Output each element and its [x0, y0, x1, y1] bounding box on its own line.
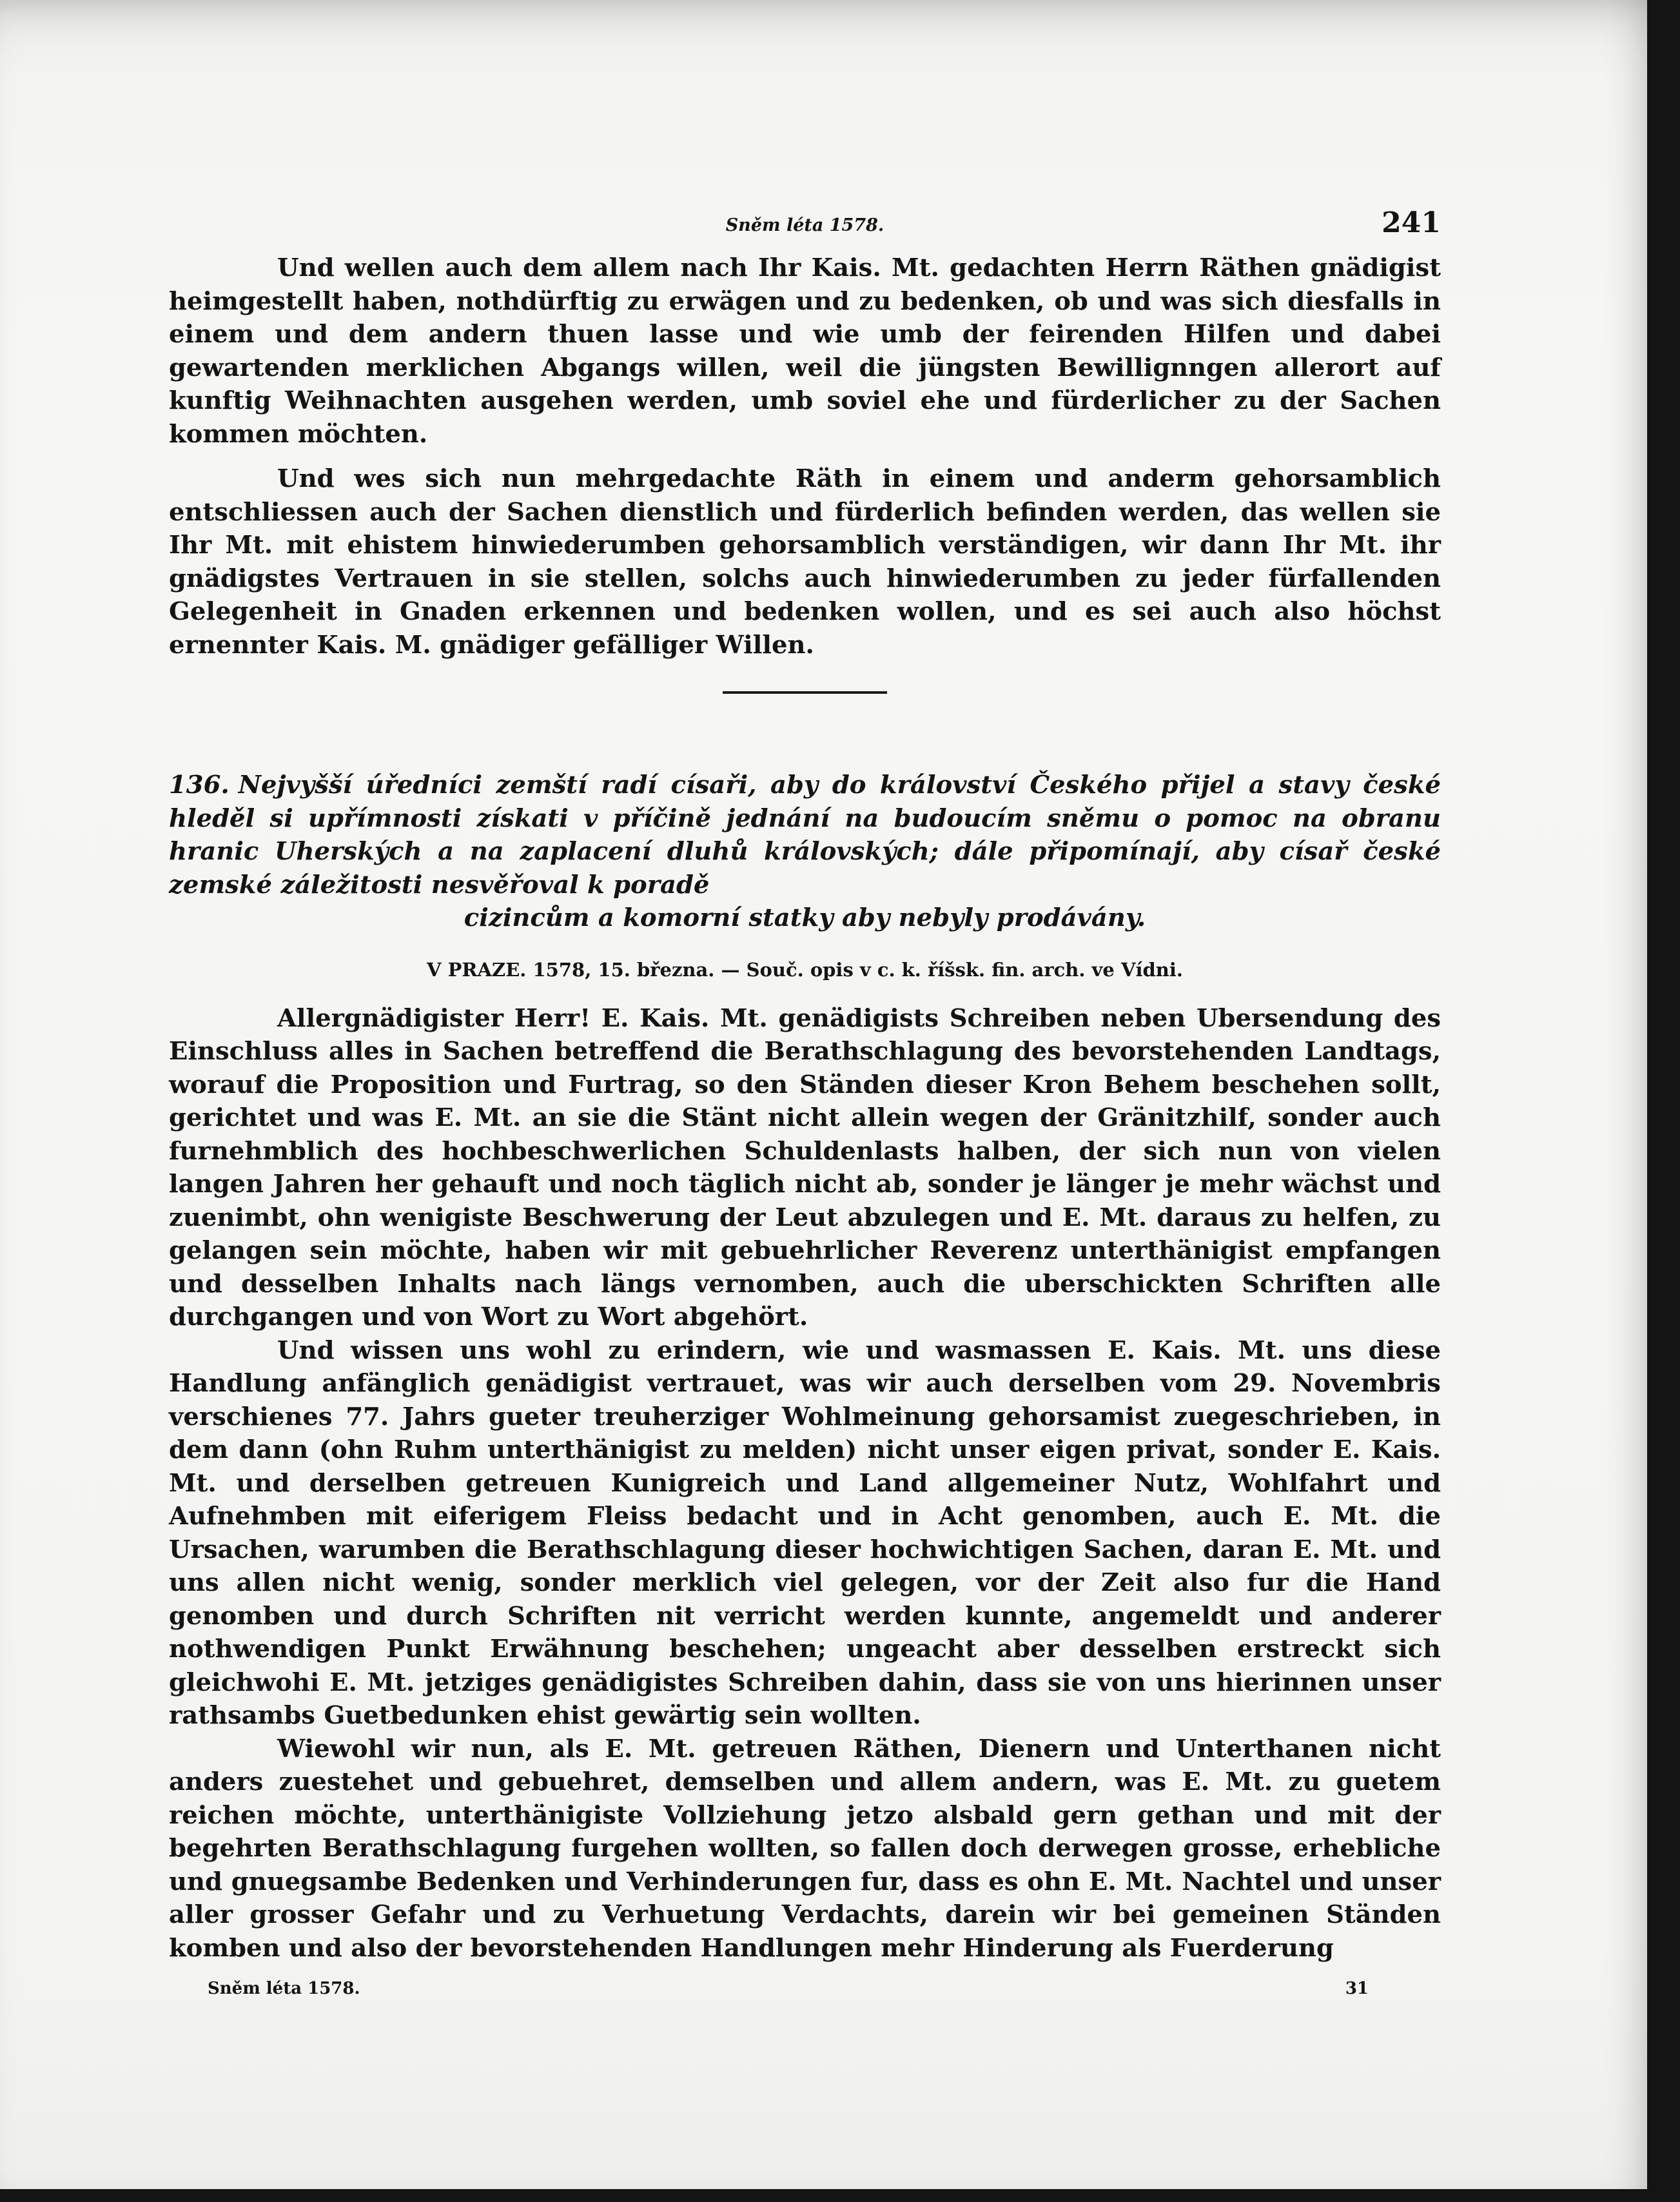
footer-signature: Sněm léta 1578. [208, 1979, 360, 1998]
page-footer [169, 1979, 1441, 2005]
running-title: Sněm léta 1578. [725, 215, 884, 235]
scan-edge-bottom [0, 2189, 1680, 2202]
running-head [169, 206, 1441, 251]
document-body [169, 1002, 1441, 1965]
scan-edge-right [1647, 0, 1680, 2202]
page-content [169, 206, 1441, 2005]
intro-paragraph-1: Und wellen auch dem allem nach Ihr Kais. Mt. gedachten Herrn Räthen gnädigist heimgestellt haben, nothdürftig zu erwägen und zu bedenken, ob und was sich diesfalls in einem und dem andern thuen lasse und wie umb der feirenden Hilfen und dabei gewartenden merklichen Abgangs willen, weil die jüngsten Bewillignngen allerort auf kunftig Weihnachten ausgehen werden, umb soviel ehe und fürderlicher zu der Sachen kommen möchten. [169, 253, 1441, 449]
section-divider [723, 691, 887, 694]
intro-paragraph-2: Und wes sich nun mehrgedachte Räth in einem und anderm gehorsamblich entschliessen auch der Sachen dienstlich und fürderlich befinden werden, das wellen sie Ihr Mt. mit ehistem hinwiederumben gehorsamblich verständigen, wir dann Ihr Mt. ihr gnädigstes Vertrauen in sie stellen, solchs auch hinwiederumben zu jeder fürfallenden Gelegenheit in Gnaden erkennen und bedenken wollen, und es sei auch also höchst ernennter Kais. M. gnädiger gefälliger Willen. [169, 464, 1441, 660]
document-heading [169, 769, 1441, 935]
page-number: 241 [1382, 206, 1441, 239]
body-paragraph-3: Wiewohl wir nun, als E. Mt. getreuen Räthen, Dienern und Unterthanen nicht anders zuestehet und gebuehret, demselben und allem andern, was E. Mt. zu guetem reichen möchte, unterthänigiste Vollziehung jetzo alsbald gern gethan und mit der begehrten Berathschlagung furgehen wollten, so fallen doch derwegen grosse, erhebliche und gnuegsambe Bedenken und Verhinderungen fur, dass es ohn E. Mt. Nachtel und unser aller grosser Gefahr und zu Verhuetung Verdachts, darein wir bei gemeinen Ständen komben und also der bevorstehenden Handlungen mehr Hinderung als Fuerderung [169, 1734, 1441, 1963]
body-paragraph-1: Allergnädigister Herr! E. Kais. Mt. genädigists Schreiben neben Ubersendung des Einschluss alles in Sachen betreffend die Berathschlagung des bevorstehenden Landtags, worauf die Proposition und Furtrag, so den Ständen dieser Kron Behem beschehen sollt, gerichtet und was E. Mt. an sie die Stänt nicht allein wegen der Gränitzhilf, sonder auch furnehmblich des hochbeschwerlichen Schuldenlasts halben, der sich nun von vielen langen Jahren her gehauft und noch täglich nicht ab, sonder je länger je mehr wächst und zuenimbt, ohn wenigiste Beschwerung der Leut abzulegen und E. Mt. daraus zu helfen, zu gelangen sein möchte, haben wir mit gebuehrlicher Reverenz unterthänigist empfangen und desselben Inhalts nach längs vernomben, auch die uberschickten Schriften alle durchgangen und von Wort zu Wort abgehört. [169, 1003, 1441, 1332]
document-number: 136. [169, 771, 230, 800]
document-heading-text: Nejvyšší úředníci zemští radí císaři, aby do království Českého přijel a stavy české hleděl si upřímnosti získati v příčině jednání na budoucím sněmu o pomoc na obranu hranic Uherských a na zaplacení dluhů královských; dále připomínají, aby císař české zemské záležitosti nesvěřoval k poradě [169, 771, 1441, 899]
body-paragraph-2: Und wissen uns wohl zu erindern, wie und wasmassen E. Kais. Mt. uns diese Handlung anfänglich genädigist vertrauet, was wir auch derselben vom 29. Novembris verschienes 77. Jahrs gueter treuherziger Wohlmeinung gehorsamist zuegeschrieben, in dem dann (ohn Ruhm unterthänigist zu melden) nicht unser eigen privat, sonder E. Kais. Mt. und derselben getreuen Kunigreich und Land allgemeiner Nutz, Wohlfahrt und Aufnehmben mit eiferigem Fleiss bedacht und in Acht genomben, auch E. Mt. die Ursachen, warumben die Berathschlagung dieser hochwichtigen Sachen, daran E. Mt. und uns allen nicht wenig, sonder merklich viel gelegen, vor der Zeit also fur die Hand genomben und durch Schriften nit verricht werden kunnte, angemeldt und anderer nothwendigen Punkt Erwähnung beschehen; ungeacht aber desselben erstreckt sich gleichwohi E. Mt. jetziges genädigistes Schreiben dahin, dass sie von uns hierinnen unser rathsambs Guetbedunken ehist gewärtig sein wollten. [169, 1335, 1441, 1730]
document-heading-last-line: cizincům a komorní statky aby nebyly prodávány. [464, 903, 1146, 932]
footer-sheet-number: 31 [1345, 1979, 1369, 1998]
document-source: V PRAZE. 1578, 15. března. — Souč. opis v c. k. říšsk. fin. arch. ve Vídni. [427, 958, 1183, 981]
